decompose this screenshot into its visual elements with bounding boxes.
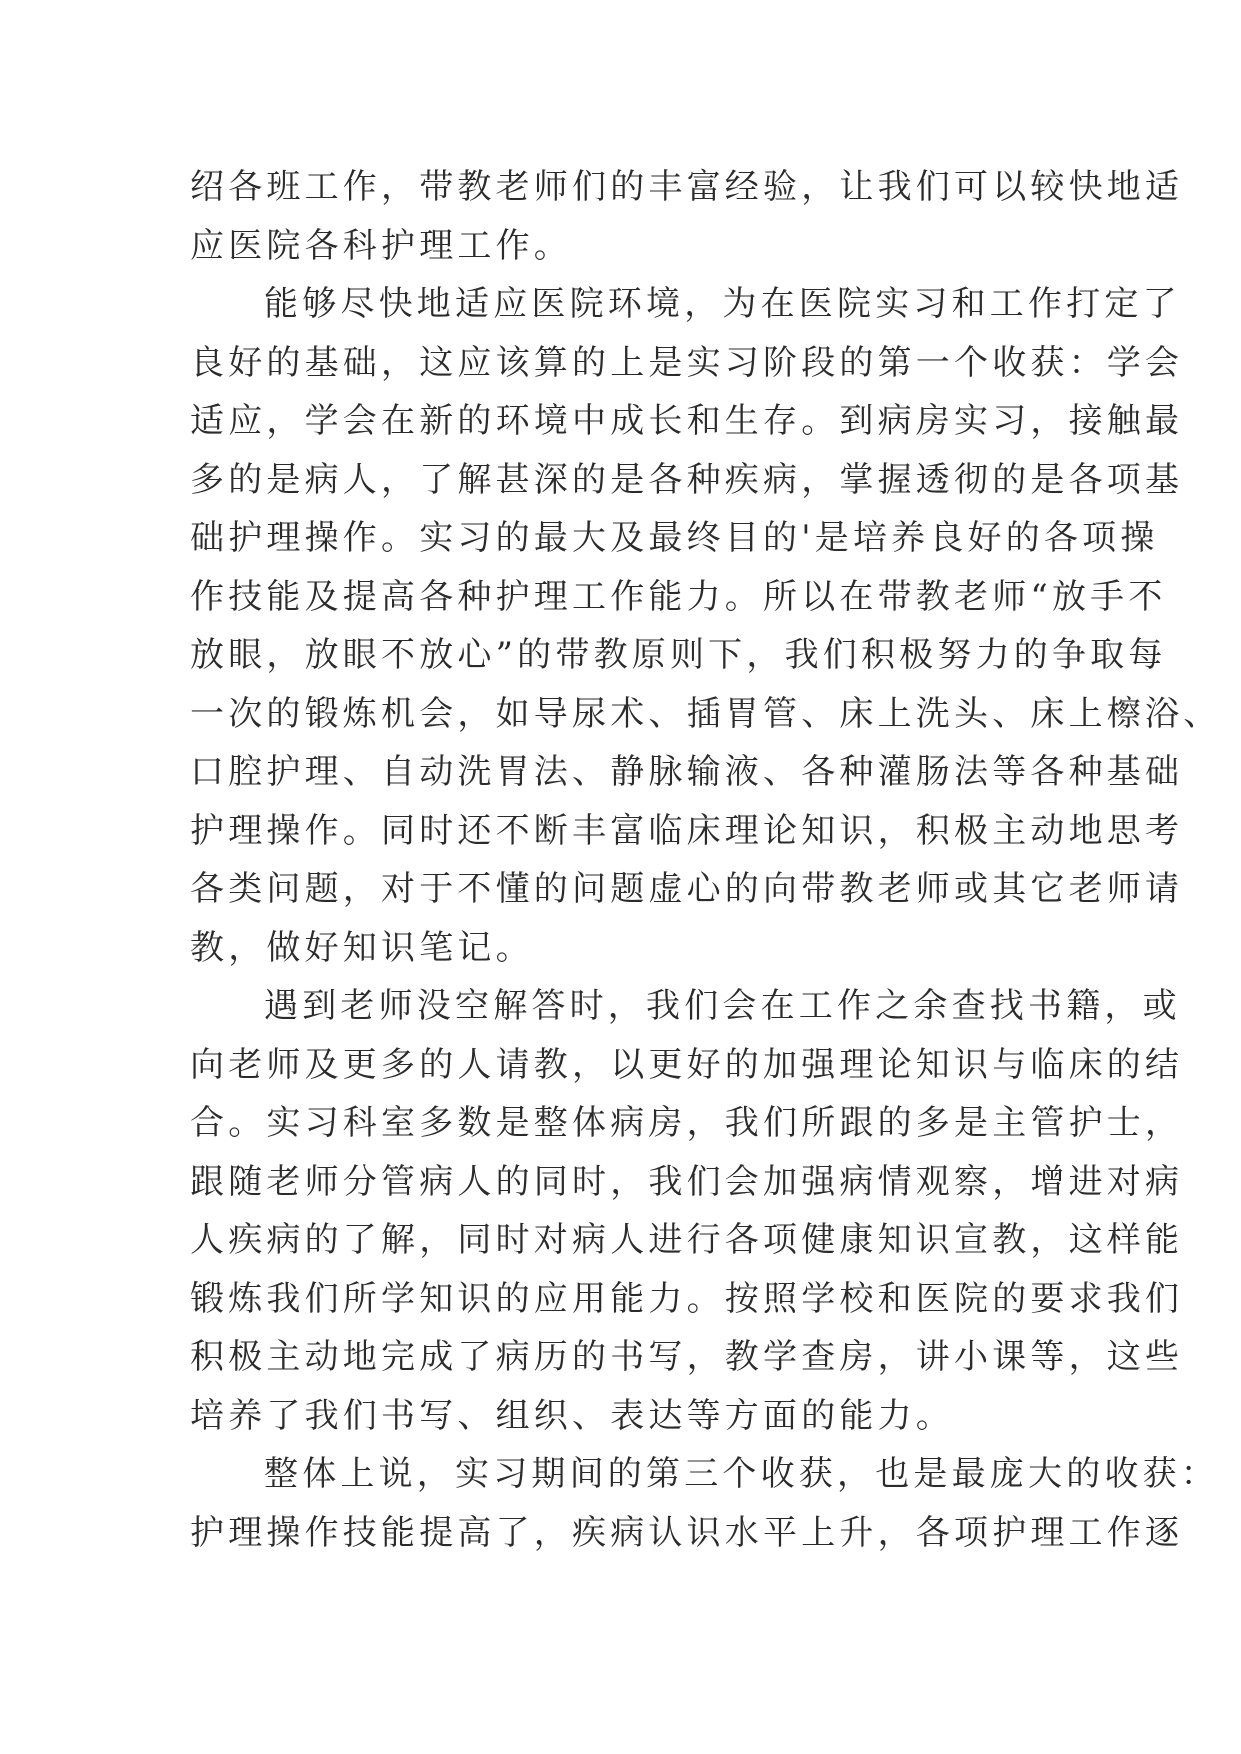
text-line: 教，做好知识笔记。 [190,927,534,968]
text-line: 合。实习科室多数是整体病房，我们所跟的多是主管护士， [190,1103,1184,1143]
text-line: 遇到老师没空解答时，我们会在工作之余查找书籍，或 [264,986,1181,1026]
text-line: 护理操作技能提高了，疾病认识水平上升，各项护理工作逐 [190,1512,1184,1553]
text-line: 多的是病人，了解甚深的是各种疾病，掌握透彻的是各项基 [190,459,1184,500]
text-line: 积极主动地完成了病历的书写，教学查房，讲小课等，这些 [190,1337,1184,1377]
text-line: 础护理操作。实习的最大及最终目的'是培养良好的各项操 [190,518,1159,558]
text-line: 能够尽快地适应医院环境，为在医院实习和工作打定了 [264,284,1181,324]
text-line: 人疾病的了解，同时对病人进行各项健康知识宣教，这样能 [190,1220,1184,1260]
text-line: 跟随老师分管病人的同时，我们会加强病情观察，增进对病 [190,1161,1184,1202]
text-line: 适应，学会在新的环境中成长和生存。到病房实习，接触最 [190,401,1184,441]
text-line: 向老师及更多的人请教，以更好的加强理论知识与临床的结 [190,1044,1184,1085]
text-line: 锻炼我们所学知识的应用能力。按照学校和医院的要求我们 [190,1278,1184,1319]
text-line: 绍各班工作，带教老师们的丰富经验，让我们可以较快地适 [190,167,1184,207]
text-line: 培养了我们书写、组织、表达等方面的能力。 [190,1395,954,1436]
text-line: 各类问题，对于不懂的问题虚心的向带教老师或其它老师请 [190,869,1184,909]
text-line: 作技能及提高各种护理工作能力。所以在带教老师“放手不 [190,576,1167,617]
text-line: 口腔护理、自动洗胃法、静脉输液、各种灌肠法等各种基础 [190,752,1184,792]
text-line: 良好的基础，这应该算的上是实习阶段的第一个收获：学会 [190,342,1184,383]
body-text [190,158,1222,1562]
text-line: 护理操作。同时还不断丰富临床理论知识，积极主动地思考 [190,810,1184,851]
text-line: 整体上说，实习期间的第三个收获，也是最庞大的收获： [264,1454,1219,1494]
text-line: 放眼，放眼不放心”的带教原则下，我们积极努力的争取每 [190,635,1167,675]
text-line: 一次的锻炼机会，如导尿术、插胃管、床上洗头、床上檫浴、 [190,693,1222,734]
text-line: 应医院各科护理工作。 [190,225,572,266]
